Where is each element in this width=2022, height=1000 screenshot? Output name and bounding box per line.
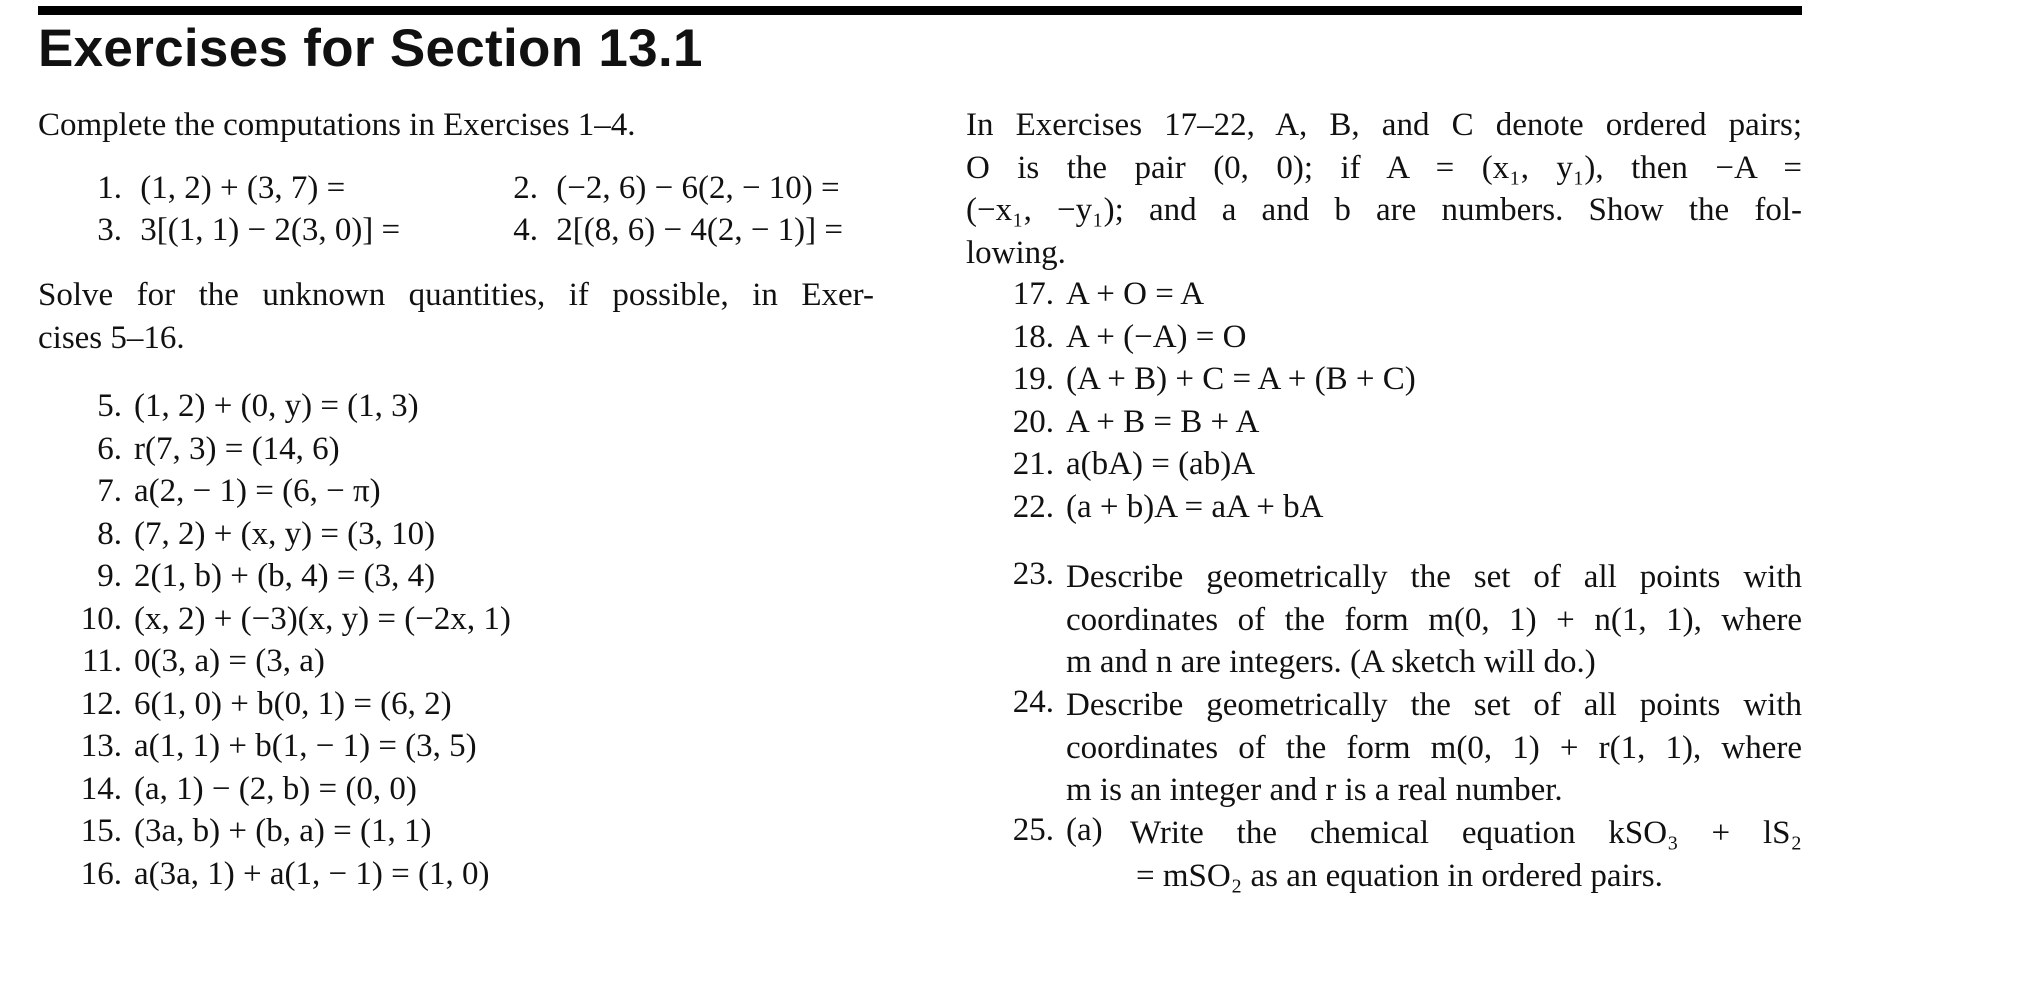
exercise-10	[70, 601, 511, 644]
exercise-expression: (1, 2) + (3, 7) =	[140, 170, 346, 206]
exercise-24-line: coordinates of the form m(0, 1) + r(1, 1), where	[1066, 729, 1802, 766]
identity-list	[1000, 276, 1416, 531]
exercise-1	[78, 170, 345, 207]
exercise-16	[70, 856, 511, 899]
exercise-number: 14.	[80, 770, 122, 807]
intro-line: lowing.	[966, 234, 1066, 271]
intro-solve-line: Solve for the unknown quantities, if possible, in Exer-	[38, 277, 874, 313]
exercise-21	[1000, 446, 1416, 489]
exercise-11	[70, 643, 511, 686]
exercise-number: 10.	[80, 600, 122, 637]
exercise-20	[1000, 404, 1416, 447]
exercise-expression: a(bA) = (ab)A	[1066, 446, 1256, 482]
exercise-expression: 6(1, 0) + b(0, 1) = (6, 2)	[134, 685, 452, 722]
exercise-24-number: 24.	[1012, 684, 1054, 720]
exercise-17	[1000, 276, 1416, 319]
exercise-expression: (A + B) + C = A + (B + C)	[1066, 361, 1416, 397]
exercise-number: 1.	[97, 170, 122, 206]
exercise-12	[70, 686, 511, 729]
exercise-expression: a(2, − 1) = (6, − π)	[134, 473, 381, 509]
exercise-number: 20.	[1012, 403, 1054, 440]
exercise-number: 15.	[80, 813, 122, 849]
exercise-expression: a(1, 1) + b(1, − 1) = (3, 5)	[134, 728, 477, 764]
intro-computations: Complete the computations in Exercises 1–4.	[38, 107, 636, 143]
exercise-15	[70, 813, 511, 856]
exercise-25-text	[1130, 812, 1802, 897]
top-rule	[38, 6, 1802, 15]
exercise-9	[70, 558, 511, 601]
problem-list	[70, 388, 511, 898]
exercise-expression: a(3a, 1) + a(1, − 1) = (1, 0)	[134, 855, 490, 892]
exercise-24-line: Describe geometrically the set of all points with	[1066, 687, 1802, 723]
exercise-25-part: (a)	[1066, 812, 1103, 848]
exercise-23-line: Describe geometrically the set of all points with	[1066, 559, 1802, 595]
exercise-5	[70, 388, 511, 431]
exercise-expression: (1, 2) + (0, y) = (1, 3)	[134, 388, 419, 424]
intro-line: O is the pair (0, 0); if A = (x₁, y₁), then −A =	[966, 149, 1802, 186]
exercise-number: 5.	[97, 388, 122, 424]
exercise-18	[1000, 319, 1416, 362]
exercise-expression: (x, 2) + (−3)(x, y) = (−2x, 1)	[134, 600, 511, 637]
exercise-3	[78, 212, 400, 249]
exercise-number: 19.	[1012, 361, 1054, 397]
exercise-23-line: coordinates of the form m(0, 1) + n(1, 1), where	[1066, 601, 1802, 638]
exercise-number: 7.	[97, 473, 122, 509]
exercise-expression: 0(3, a) = (3, a)	[134, 643, 325, 679]
exercise-expression: 2(1, b) + (b, 4) = (3, 4)	[134, 558, 436, 594]
intro-ordered-pairs	[966, 104, 1802, 274]
exercise-8	[70, 516, 511, 559]
exercise-expression: 2[(8, 6) − 4(2, − 1)] =	[556, 212, 844, 248]
exercise-7	[70, 473, 511, 516]
exercise-number: 6.	[97, 430, 122, 467]
exercise-number: 17.	[1012, 276, 1054, 312]
exercise-25-number: 25.	[1012, 812, 1054, 848]
exercise-number: 3.	[97, 212, 122, 248]
exercise-expression: A + O = A	[1066, 276, 1205, 312]
exercise-24-line: m is an integer and r is a real number.	[1066, 772, 1563, 808]
exercise-number: 18.	[1012, 318, 1054, 355]
exercise-number: 21.	[1012, 446, 1054, 482]
exercise-expression: (3a, b) + (b, a) = (1, 1)	[134, 813, 432, 849]
intro-solve	[38, 274, 874, 360]
exercise-expression: A + B = B + A	[1066, 403, 1260, 440]
exercise-expression: r(7, 3) = (14, 6)	[134, 430, 340, 467]
exercise-25-line: = mSO₂ as an equation in ordered pairs.	[1136, 857, 1663, 894]
exercise-expression: (a + b)A = aA + bA	[1066, 488, 1324, 525]
exercise-number: 12.	[80, 685, 122, 722]
exercise-14	[70, 771, 511, 814]
exercise-number: 11.	[81, 643, 122, 679]
exercise-number: 8.	[97, 515, 122, 552]
exercise-expression: 3[(1, 1) − 2(3, 0)] =	[140, 212, 401, 248]
exercise-25-line: Write the chemical equation kSO₃ + lS₂	[1130, 815, 1802, 851]
exercise-number: 22.	[1012, 488, 1054, 525]
section-title: Exercises for Section 13.1	[38, 19, 703, 78]
intro-line: (−x₁, −y₁); and a and b are numbers. Show the fol-	[966, 192, 1802, 228]
exercise-6	[70, 431, 511, 474]
exercise-number: 4.	[513, 212, 538, 248]
exercise-expression: (a, 1) − (2, b) = (0, 0)	[134, 770, 417, 807]
exercise-23-line: m and n are integers. (A sketch will do.)	[1066, 644, 1596, 680]
exercise-23-text	[1066, 556, 1802, 684]
exercise-13	[70, 728, 511, 771]
exercise-expression: (−2, 6) − 6(2, − 10) =	[556, 170, 840, 206]
exercise-19	[1000, 361, 1416, 404]
exercise-23-number: 23.	[1012, 556, 1054, 592]
intro-line: In Exercises 17–22, A, B, and C denote ordered pairs;	[966, 107, 1802, 143]
exercise-4	[494, 212, 843, 249]
exercise-number: 13.	[80, 728, 122, 764]
exercise-22	[1000, 489, 1416, 532]
exercise-expression: (7, 2) + (x, y) = (3, 10)	[134, 515, 436, 552]
exercise-24-text	[1066, 684, 1802, 812]
exercise-expression: A + (−A) = O	[1066, 318, 1247, 355]
exercise-number: 16.	[80, 855, 122, 892]
exercise-2	[494, 170, 840, 207]
exercise-number: 2.	[513, 170, 538, 206]
intro-solve-line: cises 5–16.	[38, 320, 185, 356]
exercise-number: 9.	[97, 558, 122, 594]
